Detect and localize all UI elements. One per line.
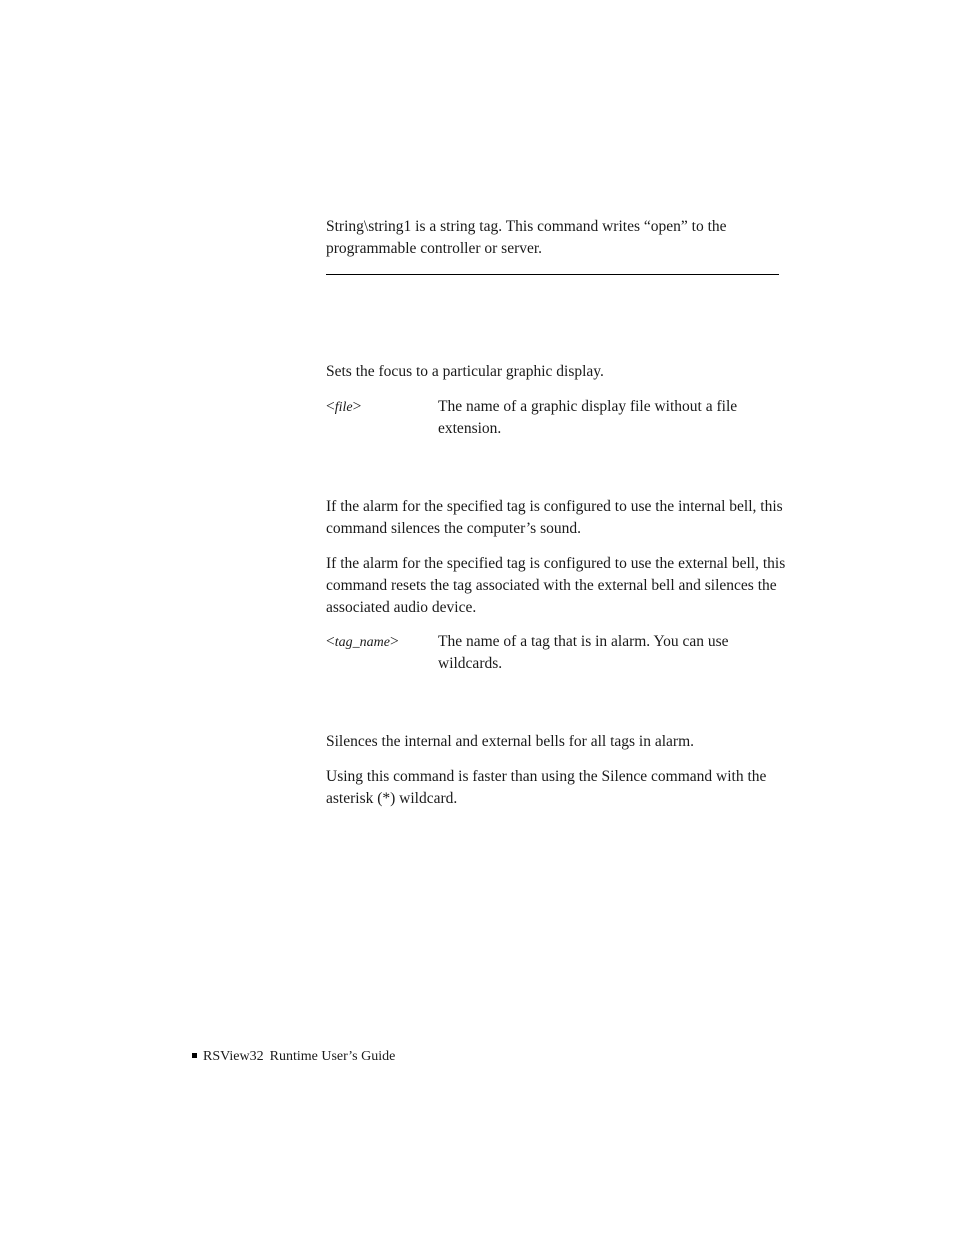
setfocus-param-name: <file>: [326, 398, 362, 415]
silence-para-internal: If the alarm for the specified tag is configured to use the internal bell, this command silences the computer’s sound.: [326, 498, 783, 537]
bullet-icon: [192, 1053, 197, 1058]
page-footer: [192, 1047, 395, 1067]
silence-para-external: If the alarm for the specified tag is configured to use the external bell, this command resets the tag associated with the external bell and silences the associated audio device.: [326, 555, 786, 616]
silence-param-desc: The name of a tag that is in alarm. You can use wildcards.: [438, 633, 729, 672]
silenceall-description: Silences the internal and external bells for all tags in alarm.: [326, 733, 694, 750]
param-tag-name: tag_name: [334, 635, 390, 650]
section-divider: [326, 274, 779, 275]
silenceall-note: Using this command is faster than using the Silence command with the asterisk (*) wildcard.: [326, 768, 767, 807]
setfocus-description: Sets the focus to a particular graphic display.: [326, 363, 604, 380]
footer-product: RSView32: [203, 1049, 264, 1064]
param-file: file: [334, 400, 353, 415]
setfocus-param-desc: The name of a graphic display file without a file extension.: [438, 398, 738, 437]
silence-param-name: <tag_name>: [326, 633, 399, 650]
footer-title: Runtime User’s Guide: [269, 1049, 396, 1064]
example-description: String\string1 is a string tag. This command writes “open” to the programmable controller or server.: [326, 218, 727, 257]
